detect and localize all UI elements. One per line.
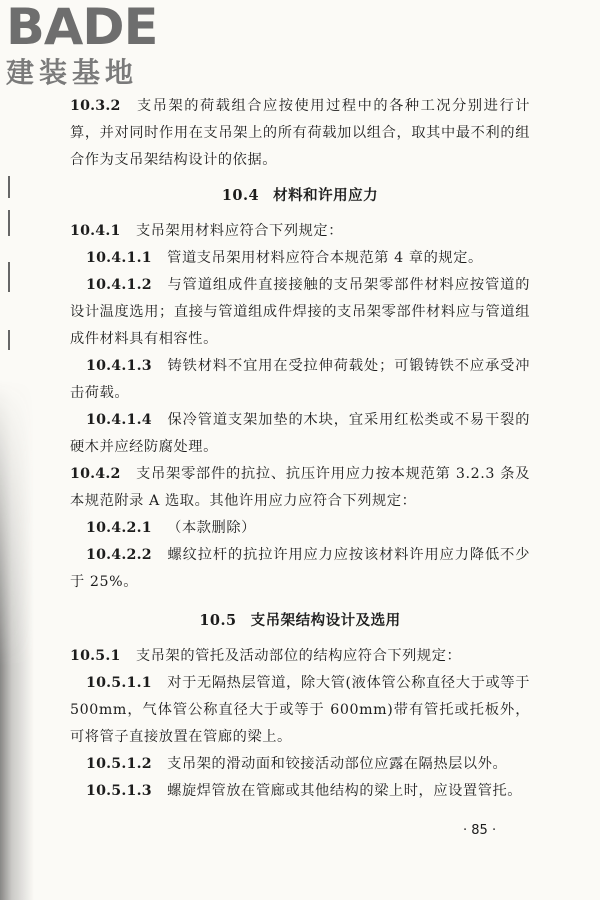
heading-number: 10.5	[199, 612, 237, 629]
clause-number: 10.5.1.1	[86, 675, 152, 691]
clause-number: 10.5.1	[70, 648, 121, 664]
clause-text: 支吊架用材料应符合下列规定：	[135, 223, 343, 239]
clause-number: 10.4.1.1	[86, 250, 152, 266]
clause-10-4-1-1	[70, 245, 530, 272]
clause-number: 10.4.2	[70, 466, 121, 482]
section-heading-10-4	[0, 184, 600, 205]
clause-text: 支吊架的滑动面和铰接活动部位应露在隔热层以外。	[167, 756, 508, 772]
clause-text: 与管道组成件直接接触的支吊架零部件材料应按管道的设计温度选用；直接与管道组成件焊接的支吊架零部件材料应与管道组成件材料具有相容性。	[70, 277, 530, 347]
logo-sub-text: 建装基地	[6, 56, 139, 89]
clause-10-4-2	[70, 461, 530, 515]
clause-number: 10.4.2.2	[86, 547, 152, 563]
scan-edge-mark	[8, 330, 10, 350]
clause-text: （本款删除）	[167, 520, 256, 536]
clause-10-4-1	[70, 218, 530, 245]
heading-number: 10.4	[221, 187, 260, 204]
clause-text: 管道支吊架用材料应符合本规范第 4 章的规定。	[167, 250, 483, 266]
clause-number: 10.5.1.3	[86, 783, 152, 799]
clause-number: 10.4.1	[70, 223, 121, 239]
clause-text: 支吊架的管托及活动部位的结构应符合下列规定：	[135, 648, 462, 664]
clause-10-4-1-2	[70, 272, 530, 353]
clause-10-5-1	[70, 643, 530, 670]
clause-10-3-2	[70, 93, 530, 174]
clause-10-5-1-3	[70, 778, 530, 805]
clause-text: 支吊架零部件的抗拉、抗压许用应力按本规范第 3.2.3 条及本规范附录 A 选取。其他许用应力应符合下列规定：	[70, 466, 530, 509]
section-heading-10-5	[0, 609, 600, 630]
clause-10-5-1-2	[70, 751, 530, 778]
scan-edge-mark	[8, 262, 10, 292]
clause-number: 10.3.2	[70, 98, 121, 114]
scan-binding-shadow	[0, 380, 34, 900]
page-number: · 85 ·	[463, 823, 497, 838]
clause-10-4-2-2	[70, 542, 530, 596]
clause-text: 铸铁材料不宜用在受拉伸荷载处；可锻铸铁不应承受冲击荷载。	[70, 358, 530, 401]
clause-text: 支吊架的荷载组合应按使用过程中的各种工况分别进行计算，并对同时作用在支吊架上的所有荷载加以组合，取其中最不利的组合作为支吊架结构设计的依据。	[70, 98, 530, 168]
clause-text: 保冷管道支架加垫的木块，宜采用红松类或不易干裂的硬木并应经防腐处理。	[70, 412, 530, 455]
clause-10-5-1-1	[70, 670, 530, 751]
clause-number: 10.5.1.2	[86, 756, 152, 772]
heading-text: 支吊架结构设计及选用	[250, 612, 401, 629]
scan-edge-mark	[8, 210, 10, 236]
heading-text: 材料和许用应力	[273, 187, 379, 204]
clause-number: 10.4.1.4	[86, 412, 152, 428]
clause-number: 10.4.2.1	[86, 520, 152, 536]
clause-text: 螺纹拉杆的抗拉许用应力应按该材料许用应力降低不少于 25%。	[70, 547, 530, 590]
clause-10-4-1-3	[70, 353, 530, 407]
clause-number: 10.4.1.3	[86, 358, 152, 374]
clause-text: 螺旋焊管放在管廊或其他结构的梁上时，应设置管托。	[167, 783, 523, 799]
clause-10-4-2-1	[70, 515, 530, 542]
clause-10-4-1-4	[70, 407, 530, 461]
watermark-logo	[6, 2, 176, 90]
clause-text: 对于无隔热层管道，除大管(液体管公称直径大于或等于 500mm，气体管公称直径大于或等于 600mm)带有管托或托板外，可将管子直接放置在管廊的梁上。	[70, 675, 530, 745]
clause-number: 10.4.1.2	[86, 277, 152, 293]
logo-main-text: BADE	[6, 0, 158, 56]
